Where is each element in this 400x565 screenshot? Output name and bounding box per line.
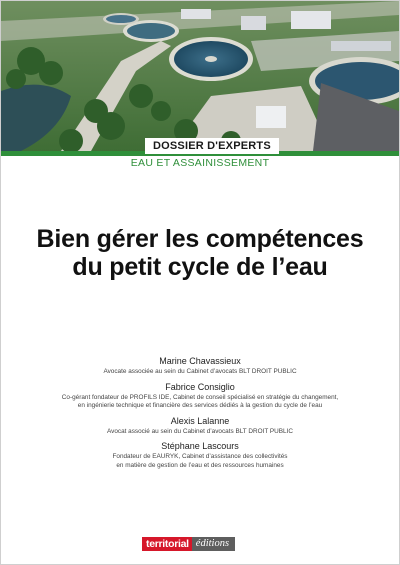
author-role-line: en ingénierie technique et financière des services dédiés à la gestion du cycle de l’eau: [77, 402, 323, 410]
book-title: [1, 225, 399, 281]
cover-photo: [1, 1, 399, 151]
publisher-logo: [142, 537, 235, 551]
series-subtitle: EAU ET ASSAINISSEMENT: [130, 157, 270, 169]
author-name: Fabrice Consiglio: [165, 381, 235, 392]
author-role: Avocat associé au sein du Cabinet d’avocats BLT DROIT PUBLIC: [106, 427, 293, 435]
author-name: Stéphane Lascours: [161, 441, 239, 452]
author-role-line: Co-gérant fondateur de PROFILS IDE, Cabinet de conseil spécialisé en stratégie du changement,: [61, 393, 339, 401]
author-list: [1, 356, 399, 471]
author-role-line: en matière de gestion de l’eau et des ressources humaines: [116, 461, 284, 469]
author-role: [1, 394, 399, 411]
author-role-line: Fondateur de EAURYK, Cabinet d’assistance des collectivités: [112, 453, 288, 461]
publisher-name: territorial: [142, 537, 192, 551]
publisher-imprint: éditions: [192, 537, 235, 551]
title-line: Bien gérer les compétences: [36, 225, 364, 253]
author-name: Alexis Lalanne: [170, 415, 230, 426]
series-label: DOSSIER D'EXPERTS: [145, 138, 279, 154]
title-line: du petit cycle de l’eau: [72, 253, 328, 281]
author-name: Marine Chavassieux: [159, 356, 241, 366]
author-role: Avocate associée au sein du Cabinet d’avocats BLT DROIT PUBLIC: [103, 368, 297, 375]
author-role: [1, 453, 399, 470]
